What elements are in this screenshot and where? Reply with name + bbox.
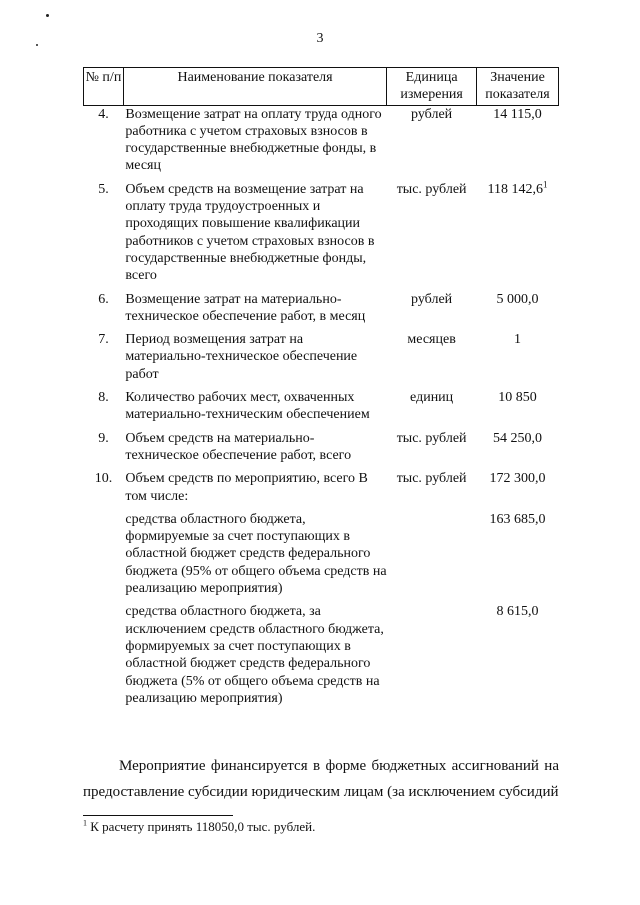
page-number: 3 <box>316 31 324 46</box>
row-unit <box>387 603 477 713</box>
row-unit: тыс. рублей <box>396 430 467 446</box>
row-value <box>477 105 559 181</box>
row-value <box>477 470 559 511</box>
row-value <box>477 511 559 603</box>
row-name: Объем средств по мероприятию, всего В том числе: <box>125 471 368 504</box>
body-paragraph: Мероприятие финансируется в форме бюджетных ассигнований на предоставление субсидии юридическим лицам (за исключением субсидий <box>83 758 559 800</box>
row-num: 7. <box>98 332 109 348</box>
row-value-text: 14 115,0 <box>493 106 542 122</box>
row-value-text: 1 <box>514 332 522 348</box>
row-value-text: 118 142,6 <box>487 181 544 197</box>
row-unit: тыс. рублей <box>396 181 467 197</box>
header-name: Наименование показателя <box>123 68 386 106</box>
row-value <box>477 331 559 389</box>
row-value-text: 172 300,0 <box>489 471 546 487</box>
row-name: Объем средств на материально-техническое обеспечение работ, всего <box>125 430 352 463</box>
footnote-text: К расчету принять 118050,0 тыс. рублей. <box>90 819 316 834</box>
footnote-mark: 1 <box>83 818 87 828</box>
table-row <box>84 331 559 389</box>
table-row <box>84 105 559 181</box>
row-unit <box>387 511 477 603</box>
row-value <box>477 291 559 332</box>
row-num: 8. <box>98 390 109 406</box>
row-value-text: 5 000,0 <box>496 291 539 307</box>
row-num: 9. <box>98 430 109 446</box>
footnote-divider <box>83 815 233 816</box>
row-unit: рублей <box>411 106 453 122</box>
scan-speck <box>46 14 49 17</box>
row-name: Возмещение затрат на материально-техническое обеспечение работ, в месяц <box>125 291 366 324</box>
table-row <box>84 511 559 603</box>
table-row <box>84 430 559 471</box>
indicators-table <box>83 67 559 713</box>
row-value-text: 8 615,0 <box>496 604 539 620</box>
row-value <box>477 389 559 430</box>
row-value-text: 10 850 <box>498 390 537 406</box>
row-name: Объем средств на возмещение затрат на оплату труда трудоустроенных и проходящих повышение квалификации работников с учетом страховых взносов в государственные внебюджетные фонды, всего <box>125 181 375 284</box>
row-unit: тыс. рублей <box>396 471 467 487</box>
row-unit: месяцев <box>407 332 456 348</box>
footnote-ref: 1 <box>543 179 548 190</box>
row-name: Возмещение затрат на оплату труда одного работника с учетом страховых взносов в государственные внебюджетные фонды, в месяц <box>125 106 382 174</box>
row-num: 10. <box>94 471 113 487</box>
row-unit: рублей <box>411 291 453 307</box>
row-name: Количество рабочих мест, охваченных материально-техническим обеспечением <box>125 390 370 423</box>
row-value <box>477 430 559 471</box>
row-unit: единиц <box>410 390 454 406</box>
row-name: Период возмещения затрат на материально-техническое обеспечение работ <box>125 332 358 382</box>
table-row <box>84 389 559 430</box>
header-num: № п/п <box>84 68 124 106</box>
row-num: 5. <box>98 181 109 197</box>
row-name: средства областного бюджета, формируемые за счет поступающих в областной бюджет средств федерального бюджета (95% от общего объема средств на реализацию мероприятия) <box>125 511 387 597</box>
row-name: средства областного бюджета, за исключением средств областного бюджета, формируемых за счет поступающих в областной бюджет средств федерального бюджета (5% от общего объема средств на реализацию мероприятия) <box>125 604 384 706</box>
header-unit: Единица измерения <box>387 68 477 106</box>
header-value: Значение показателя <box>477 68 559 106</box>
row-value-text: 163 685,0 <box>489 511 546 527</box>
row-num <box>84 603 124 713</box>
table-row <box>84 470 559 511</box>
table-row <box>84 291 559 332</box>
footnote <box>83 819 559 835</box>
table-row <box>84 603 559 713</box>
row-num <box>84 511 124 603</box>
row-num: 6. <box>98 291 109 307</box>
row-value <box>477 181 559 291</box>
row-num: 4. <box>98 106 109 122</box>
table-header-row <box>84 68 559 106</box>
row-value-text: 54 250,0 <box>493 430 543 446</box>
row-value <box>477 603 559 713</box>
table-row <box>84 181 559 291</box>
